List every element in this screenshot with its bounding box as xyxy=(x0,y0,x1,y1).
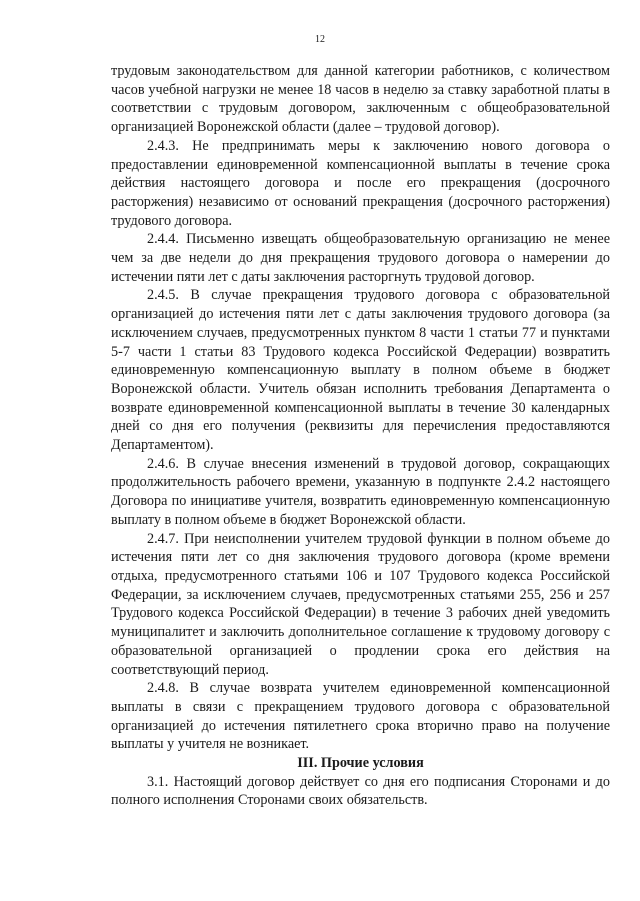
page-number: 12 xyxy=(315,34,325,45)
clause-2-4-6: 2.4.6. В случае внесения изменений в трудовой договор, сокращающих продолжительность рабочего времени, указанную в подпункте 2.4.2 настоящего Договора по инициативе учителя, возвратить единовременную компенсационную выплату в полном объеме в бюджет Воронежской области. xyxy=(111,455,610,528)
clause-2-4-3: 2.4.3. Не предпринимать меры к заключению нового договора о предоставлении единовременной компенсационной выплаты в течение срока действия настоящего договора и после его прекращения (досрочного расторжения) независимо от оснований прекращения (досрочного расторжения) трудового договора. xyxy=(111,137,610,229)
clause-2-4-7: 2.4.7. При неисполнении учителем трудовой функции в полном объеме до истечения пяти лет со дня заключения трудового договора (кроме времени отдыха, предусмотренного статьями 106 и 107 Трудового кодекса Российской Федерации, за исключением случаев, предусмотренных статьями 255, 256 и 257 Трудового кодекса Российской Федерации) в течение 3 рабочих дней уведомить муниципалитет и заключить дополнительное соглашение к трудовому договору с образовательной организацией о продлении срока его действия на соответствующий период. xyxy=(111,530,610,678)
clause-2-4-5: 2.4.5. В случае прекращения трудового договора с образовательной организацией до истечения пяти лет с даты заключения трудового договора (за исключением случаев, предусмотренных пунктом 8 части 1 статьи 77 и пунктами 5-7 части 1 статьи 83 Трудового кодекса Российской Федерации) возвратить единовременную компенсационную выплату в полном объеме в бюджет Воронежской области. Учитель обязан исполнить требования Департамента о возврате единовременной компенсационной выплаты в течение 30 календарных дней со дня его получения (реквизиты для перечисления предоставляются Департаментом). xyxy=(111,287,610,454)
paragraph-continuation: трудовым законодательством для данной категории работников, с количеством часов учебной нагрузки не менее 18 часов в неделю за ставку заработной платы в соответствии с трудовым договором, заключенным с общеобразовательной организацией Воронежской области (далее – трудовой договор). xyxy=(111,63,610,136)
document-body xyxy=(111,62,610,810)
clause-3-1: 3.1. Настоящий договор действует со дня его подписания Сторонами и до полного исполнения Сторонами своих обязательств. xyxy=(111,773,610,809)
clause-2-4-4: 2.4.4. Письменно извещать общеобразовательную организацию не менее чем за две недели до дня прекращения трудового договора о намерении до истечении пяти лет с даты заключения расторгнуть трудовой договор. xyxy=(111,231,610,285)
clause-2-4-8: 2.4.8. В случае возврата учителем единовременной компенсационной выплаты в связи с прекращением трудового договора с образовательной организацией до истечения пятилетнего срока вторично право на получение выплаты у учителя не возникает. xyxy=(111,680,610,753)
section-heading-other-conditions: III. Прочие условия xyxy=(297,755,424,772)
